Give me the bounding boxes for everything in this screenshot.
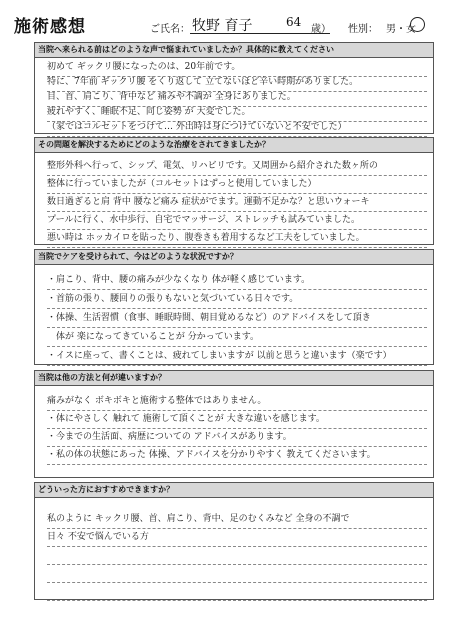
answer-line: ・体にやさしく 触れて 施術して頂くことが 大きな違いを感じます。	[47, 410, 427, 429]
name-value: 牧野 育子	[192, 18, 253, 34]
answer-line: 初めて ギックリ腰になったのは、20年前です。	[47, 58, 427, 77]
name-underline	[190, 33, 330, 34]
question-treatments: その問題を解決するためにどのような治療をされてきましたか？	[35, 138, 433, 153]
question-current-state: 当院でケアを受けられて、今はどのような状況ですか？	[35, 250, 433, 265]
gender-value: 男・女	[386, 24, 416, 35]
answer-line: 特に、7年前 ギックリ腰 をくり返して 立てないほど辛い時期がありました。	[47, 73, 427, 92]
age-unit: 歳）	[311, 24, 331, 35]
answer-line: プールに行く、水中歩行、自宅でマッサージ、ストレッチも試みていました。	[47, 211, 427, 230]
answer-line: 悪い時は ホッカイロを貼ったり、腹巻きも着用するなど工夫をしていました。	[47, 229, 427, 248]
answer-line: ・私の体の状態にあった 体操、アドバイスを分かりやすく 教えてくださいます。	[47, 446, 427, 465]
answer-line: 目、首、肩こり、背中など 痛みや不調が 全身にありました。	[47, 88, 427, 107]
section-worries	[34, 42, 434, 134]
answer-line: ・体操、生活習慣（食事、睡眠時間、朝目覚めるなど）のアドバイスをして頂き	[47, 309, 427, 328]
question-recommendation: どういった方におすすめできますか？	[35, 483, 433, 498]
answer-line	[47, 546, 427, 565]
answer-line: 日々 不安で悩んでいる方	[47, 528, 427, 547]
answer-line: ・今までの生活面、病歴についての アドバイスがあります。	[47, 428, 427, 447]
answer-line	[47, 464, 427, 483]
answer-line: ・首筋の張り、腰回りの張りもないと気づいている日々です。	[47, 290, 427, 309]
section-recommendation	[34, 482, 434, 600]
section-treatments	[34, 137, 434, 245]
answer-line: 体が 楽になってきていることが 分かっています。	[47, 328, 427, 347]
answer-line: ・肩こり、背中、腰の痛みが少なくなり 体が軽く感じています。	[47, 271, 427, 290]
answer-line: 数日過ぎると肩 背中 腰など痛み 症状がでます。運動不足かな？と思いウォーキ	[47, 193, 427, 212]
page-title: 施術感想	[14, 17, 86, 37]
answer-line: ・イスに座って、書くことは、疲れてしまいますが 以前と思うと違います（楽です）	[47, 347, 427, 366]
age-value: 64	[286, 15, 302, 29]
answer-line: 整形外科へ行って、シップ、電気、リハビリです。又周囲から紹介された数ヶ所の	[47, 157, 427, 176]
gender-label: 性別：	[348, 24, 378, 35]
answer-line: （家ではコルセットをつけて… 外出時は身につけていないと不安でした）	[47, 118, 427, 137]
header	[0, 0, 450, 40]
answer-line	[47, 582, 427, 601]
answer-line	[47, 564, 427, 583]
section-difference	[34, 370, 434, 478]
answer-line: 私のように キックリ腰、首、肩こり、背中、足のむくみなど 全身の不調で	[47, 510, 427, 529]
answer-line: 疲れやすく、睡眠不足、同じ姿勢 が 大変でした。	[47, 103, 427, 122]
name-label: ご氏名：	[150, 24, 190, 35]
gender-selected-circle	[410, 17, 425, 32]
question-difference: 当院は他の方法と何が違いますか？	[35, 371, 433, 386]
question-worries: 当院へ来られる前はどのような声で悩まれていましたか？具体的に教えてください	[35, 43, 433, 58]
section-current-state	[34, 249, 434, 365]
answer-line: 整体に行っていましたが（コルセットはずっと使用していました）	[47, 175, 427, 194]
answer-line: 痛みがなく ボキボキと施術する整体ではありません。	[47, 392, 427, 411]
